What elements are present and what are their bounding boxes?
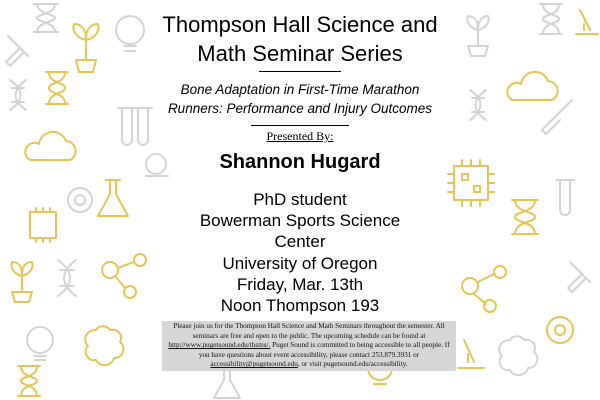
title-line: Math Seminar Series (197, 41, 403, 66)
title-divider (259, 71, 341, 72)
accessibility-email-link[interactable]: accessibility@pugetsound.edu (210, 360, 298, 369)
subtitle-divider (251, 125, 349, 126)
talk-title (0, 80, 600, 118)
notice-line (164, 341, 454, 351)
detail-line: Bowerman Sports Science (199, 211, 401, 231)
presented-by-label: Presented By: (266, 129, 334, 143)
talk-title-line: Bone Adaptation in First-Time Marathon (180, 82, 420, 97)
title-line: Thompson Hall Science and (162, 12, 438, 37)
detail-line: Noon Thompson 193 (220, 296, 380, 316)
speaker-name: Shannon Hugard (219, 151, 381, 173)
detail-line: University of Oregon (222, 253, 378, 273)
detail-line: Friday, Mar. 13th (236, 274, 364, 294)
seminar-series-title (0, 10, 600, 68)
notice-text: Puget Sound is committed to being accessible to all people. If (270, 341, 450, 350)
schedule-link[interactable]: http://www.pugetsound.edu/thsms/. (168, 341, 271, 350)
detail-line: Center (274, 232, 326, 252)
notice-line (164, 360, 454, 370)
notice-line: Please join us for the Thompson Hall Science and Math Seminars throughout the semester. All (173, 322, 445, 330)
speaker-details (0, 189, 600, 316)
notice-text: , or visit pugetsound.edu/accessibility. (297, 360, 408, 369)
notice-line: seminars are free and open to the public. The upcoming schedule can be found at (192, 331, 426, 340)
detail-line: PhD student (253, 190, 347, 209)
accessibility-notice (162, 321, 456, 371)
talk-title-line: Runners: Performance and Injury Outcomes (167, 101, 433, 116)
notice-line: you have questions about event accessibility, please contact 253.879.3931 or (198, 350, 420, 359)
